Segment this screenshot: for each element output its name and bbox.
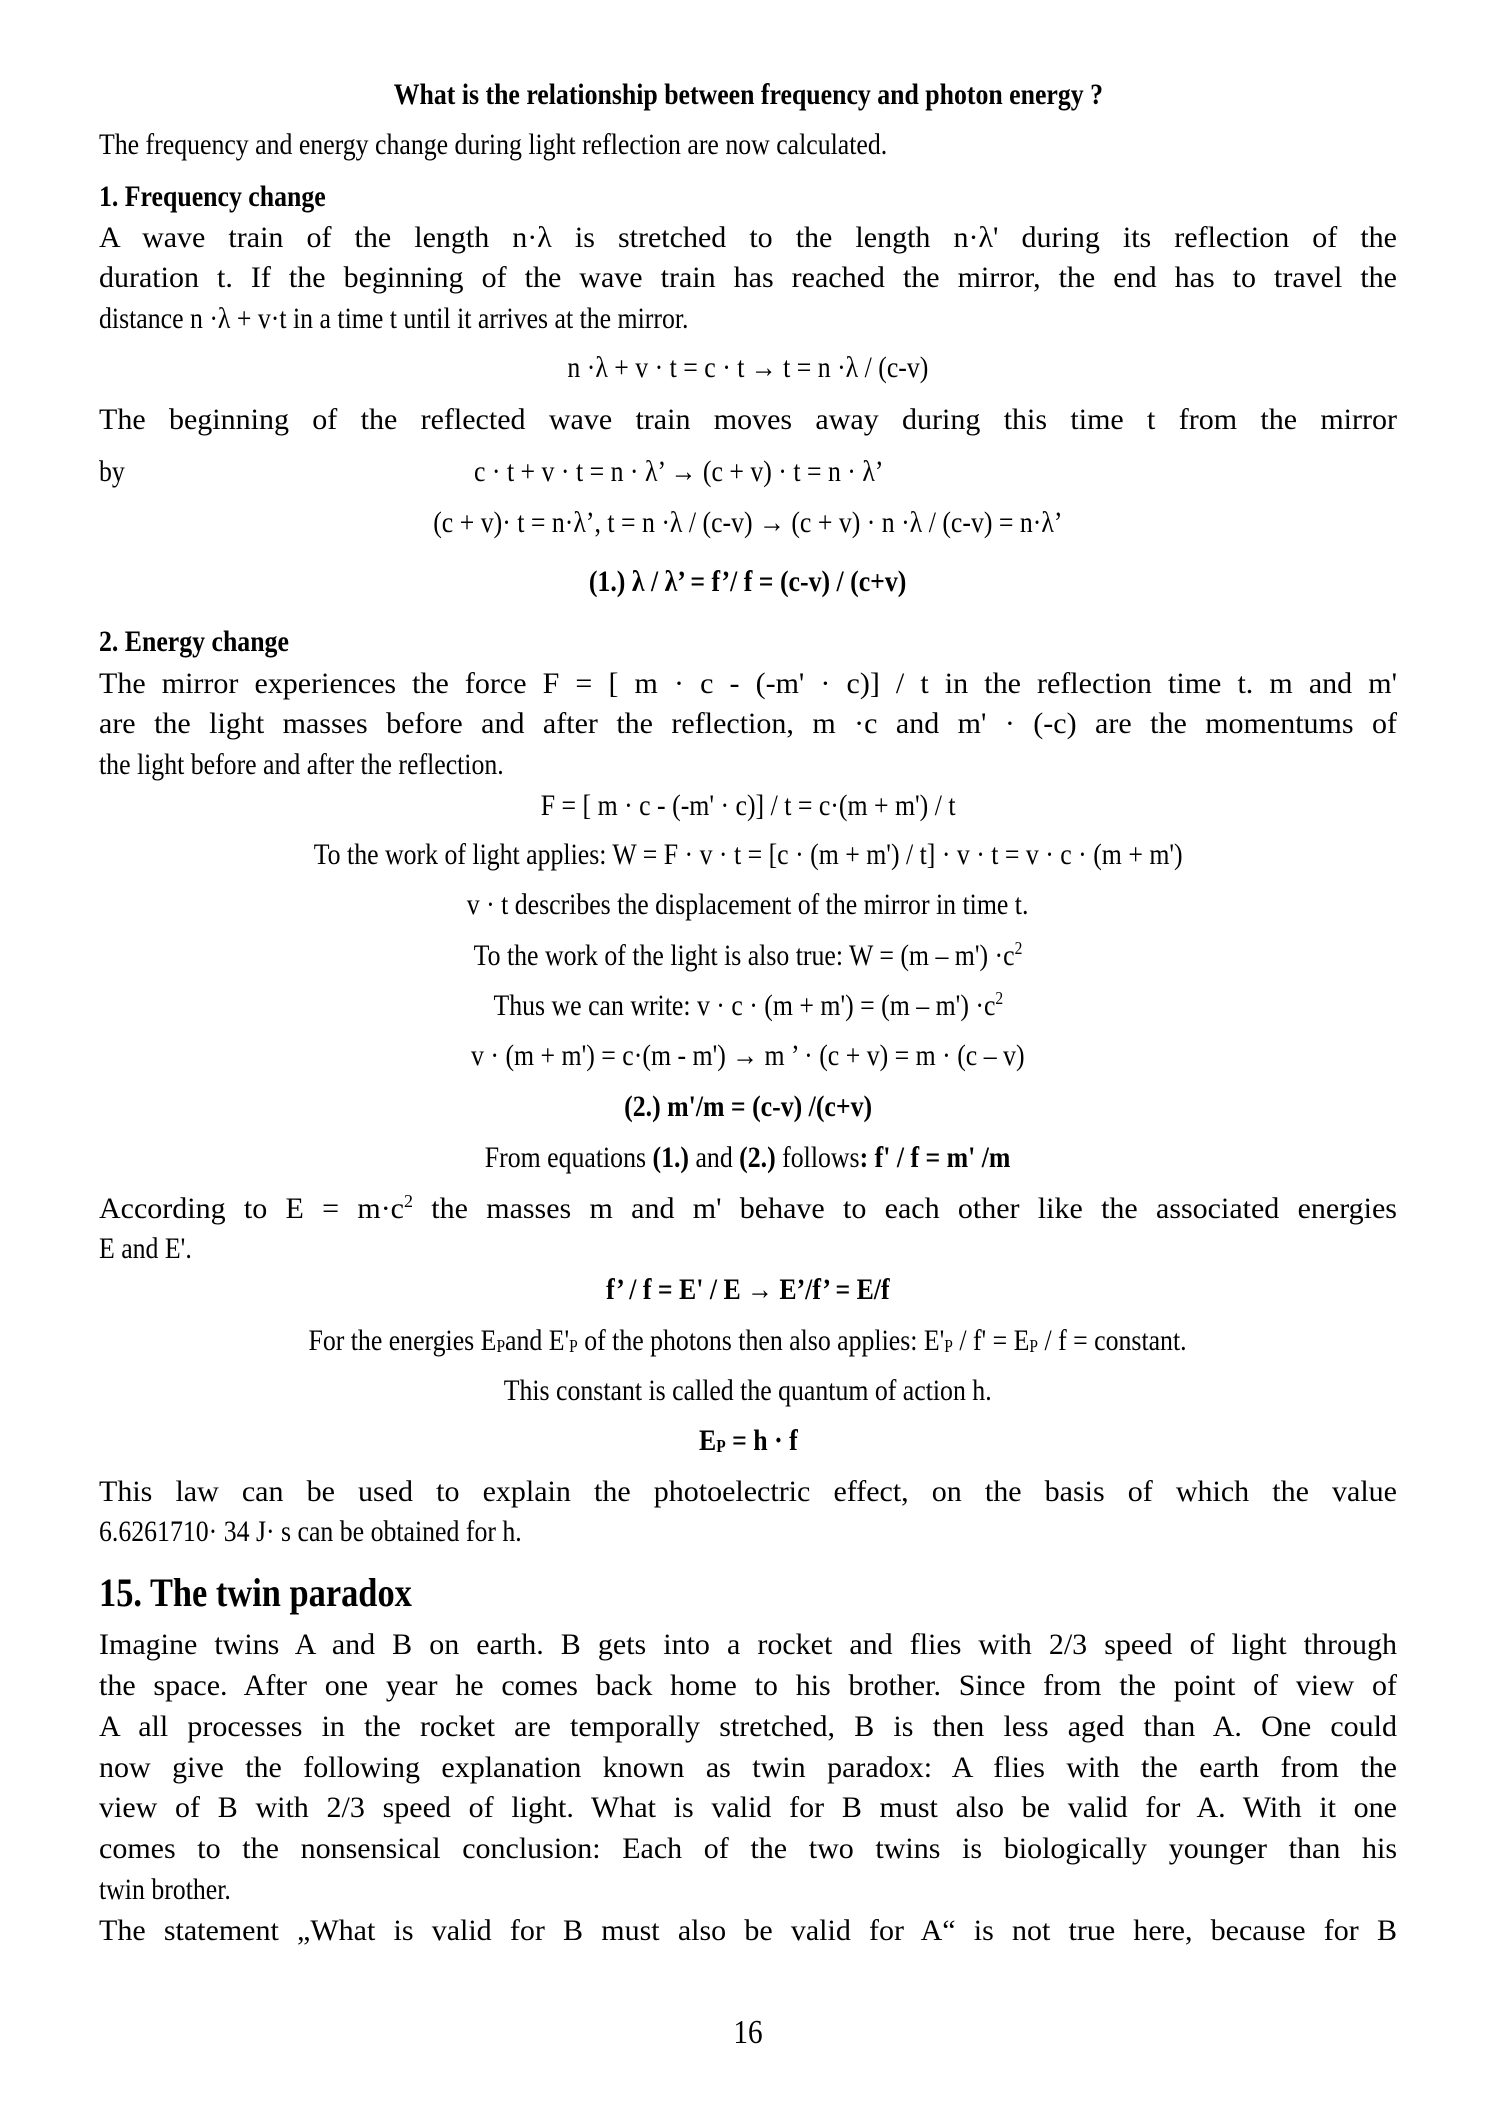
paragraph-line	[99, 400, 1397, 440]
equation-line	[99, 503, 1397, 543]
equation-ref: (2.)	[739, 1141, 777, 1175]
section-title-text: 2. Energy change	[99, 624, 289, 658]
paragraph-line	[99, 1911, 1397, 1951]
equation-text	[474, 936, 1023, 976]
section-title-text: 1. Frequency change	[99, 179, 326, 213]
paragraph-line	[99, 1870, 1397, 1910]
planck-equation	[99, 1421, 1397, 1461]
line-text	[309, 1321, 1187, 1361]
paragraph-line	[99, 1512, 1397, 1552]
paragraph-line	[99, 1189, 1397, 1229]
text-part: / f' = E	[953, 1323, 1030, 1357]
subscript: P	[496, 1335, 506, 1356]
section-frequency-title	[99, 177, 1397, 217]
line-text: v · t describes the displacement of the mirror in time t.	[467, 888, 1029, 922]
intro-paragraph	[99, 125, 1397, 165]
line-text: twin brother.	[99, 1873, 231, 1906]
equation-text: F = [ m · c - (-m' · c)] / t = c·(m + m') / t	[540, 789, 956, 823]
intro-text: The frequency and energy change during light reflection are now calculated.	[99, 128, 888, 162]
paragraph-line	[99, 299, 1397, 339]
line-text: E and E'.	[99, 1232, 192, 1266]
equation-text: f’ / f = E' / E → E’/f’ = E/f	[606, 1273, 890, 1307]
line-text: now give the following explanation known as twin paradox: A flies with the earth from the	[99, 1750, 1397, 1784]
line-text: distance n ·λ + v·t in a time t until it arrives at the mirror.	[99, 302, 689, 336]
equation-line	[99, 786, 1397, 826]
page-number-text: 16	[733, 2013, 763, 2051]
line-text: The mirror experiences the force F = [ m · c - (-m' · c)] / t in the reflection time t. m and m'	[99, 666, 1397, 700]
line-text: This constant is called the quantum of action h.	[504, 1373, 992, 1407]
equation-text: (1.) λ / λ’ = f’/ f = (c-v) / (c+v)	[589, 564, 907, 598]
section-title-text: 15. The twin paradox	[99, 1569, 412, 1615]
text-part: E	[698, 1424, 716, 1458]
result-equation-2	[99, 1087, 1397, 1127]
paragraph-line	[99, 664, 1397, 704]
line-text: 6.6261710· 34 J· s can be obtained for h.	[99, 1515, 522, 1549]
text-part: the masses m and m' behave to each other like the associated energies	[413, 1191, 1397, 1225]
paragraph-line	[99, 1707, 1397, 1747]
equation-line	[99, 1321, 1397, 1361]
equation-text: (2.) m'/m = (c-v) /(c+v)	[624, 1089, 872, 1123]
line-text	[99, 1189, 1397, 1229]
equation-text: c · t + v · t = n · λ’ → (c + v) · t = n · λ’	[474, 454, 884, 488]
page-number	[99, 2013, 1397, 2053]
text-part: For the energies E	[308, 1323, 497, 1357]
paragraph-line	[99, 1666, 1397, 1706]
line-text: comes to the nonsensical conclusion: Each of the two twins is biologically younger than his	[99, 1832, 1397, 1866]
section-twin-paradox-title	[99, 1567, 1397, 1619]
paragraph-line	[99, 1748, 1397, 1788]
paragraph-line	[99, 218, 1397, 258]
equation-line	[99, 452, 1397, 492]
paragraph-line	[99, 1229, 1397, 1269]
equation-line	[99, 986, 1397, 1026]
superscript: 2	[995, 988, 1003, 1009]
equation-text	[493, 986, 1003, 1026]
paragraph-line	[99, 1788, 1397, 1828]
equation-line	[99, 1138, 1397, 1178]
equation-text: To the work of light applies: W = F · v · t = [c · (m + m') / t] · v · t = v · c · (m + m')	[313, 838, 1183, 872]
equation-line	[99, 936, 1397, 976]
equation-text: n ·λ + v · t = c · t → t = n ·λ / (c-v)	[567, 351, 929, 385]
equation-text: (c + v)· t = n·λ’, t = n ·λ / (c-v) → (c + v) · n ·λ / (c-v) = n·λ’	[433, 506, 1063, 540]
equation-result: : f' / f = m' /m	[859, 1141, 1011, 1175]
paragraph-line	[99, 1829, 1397, 1869]
equation-text	[485, 1138, 1011, 1178]
equation-ref: (1.)	[652, 1141, 690, 1175]
subscript: P	[715, 1435, 726, 1456]
text-part: follows	[776, 1141, 860, 1175]
paragraph-line	[99, 258, 1397, 298]
equation-line	[99, 1270, 1397, 1310]
line-text: Imagine twins A and B on earth. B gets into a rocket and flies with 2/3 speed of light through	[99, 1628, 1397, 1662]
result-equation-1	[99, 562, 1397, 602]
equation-line	[99, 885, 1397, 925]
paragraph-line	[99, 1625, 1397, 1665]
by-text: by	[99, 454, 125, 488]
equation-text	[699, 1421, 798, 1461]
equation-text: v · (m + m') = c·(m - m') → m ’ · (c + v) = m · (c – v)	[471, 1039, 1025, 1073]
equation-part: Thus we can write: v · c · (m + m') = (m – m') ·c	[493, 989, 996, 1022]
equation-line	[99, 348, 1397, 388]
subscript: P	[1029, 1335, 1039, 1356]
line-text: This law can be used to explain the photoelectric effect, on the basis of which the value	[99, 1474, 1397, 1508]
line-text: the space. After one year he comes back home to his brother. Since from the point of view of	[99, 1669, 1397, 1702]
paragraph-line	[99, 1472, 1397, 1512]
text-part: of the photons then also applies: E'	[578, 1323, 945, 1357]
subscript: P	[569, 1335, 579, 1356]
line-text: the light before and after the reflection.	[99, 748, 504, 782]
line-text: view of B with 2/3 speed of light. What is valid for B must also be valid for A. With it one	[99, 1791, 1397, 1825]
page-heading	[99, 75, 1397, 115]
equation-line	[99, 1036, 1397, 1076]
line-text: are the light masses before and after the reflection, m ·c and m' · (-c) are the momentums of	[99, 707, 1397, 741]
text-part: and E'	[505, 1323, 570, 1357]
paragraph-line	[99, 1371, 1397, 1411]
text-part: = h · f	[725, 1424, 798, 1458]
line-text: duration t. If the beginning of the wave train has reached the mirror, the end has to travel the	[99, 261, 1397, 295]
section-energy-title	[99, 622, 1397, 662]
text-part: and	[689, 1141, 740, 1175]
equation-line	[99, 835, 1397, 875]
paragraph-line	[99, 745, 1397, 785]
superscript: 2	[404, 1190, 413, 1211]
equation-part: To the work of the light is also true: W = (m – m') ·c	[473, 938, 1015, 972]
text-part: / f = constant.	[1038, 1323, 1188, 1357]
subscript: P	[944, 1335, 954, 1356]
heading-text: What is the relationship between frequency and photon energy ?	[393, 77, 1103, 111]
line-text: A all processes in the rocket are temporally stretched, B is then less aged than A. One could	[99, 1709, 1397, 1743]
text-part: According to E = m·c	[99, 1191, 404, 1225]
line-text: The beginning of the reflected wave train moves away during this time t from the mirror	[99, 402, 1397, 436]
superscript: 2	[1014, 937, 1023, 958]
line-text: A wave train of the length n·λ is stretched to the length n·λ' during its reflection of the	[99, 220, 1397, 254]
line-text: The statement „What is valid for B must also be valid for A“ is not true here, because for B	[99, 1913, 1397, 1947]
text-part: From equations	[485, 1141, 653, 1175]
paragraph-line	[99, 704, 1397, 744]
